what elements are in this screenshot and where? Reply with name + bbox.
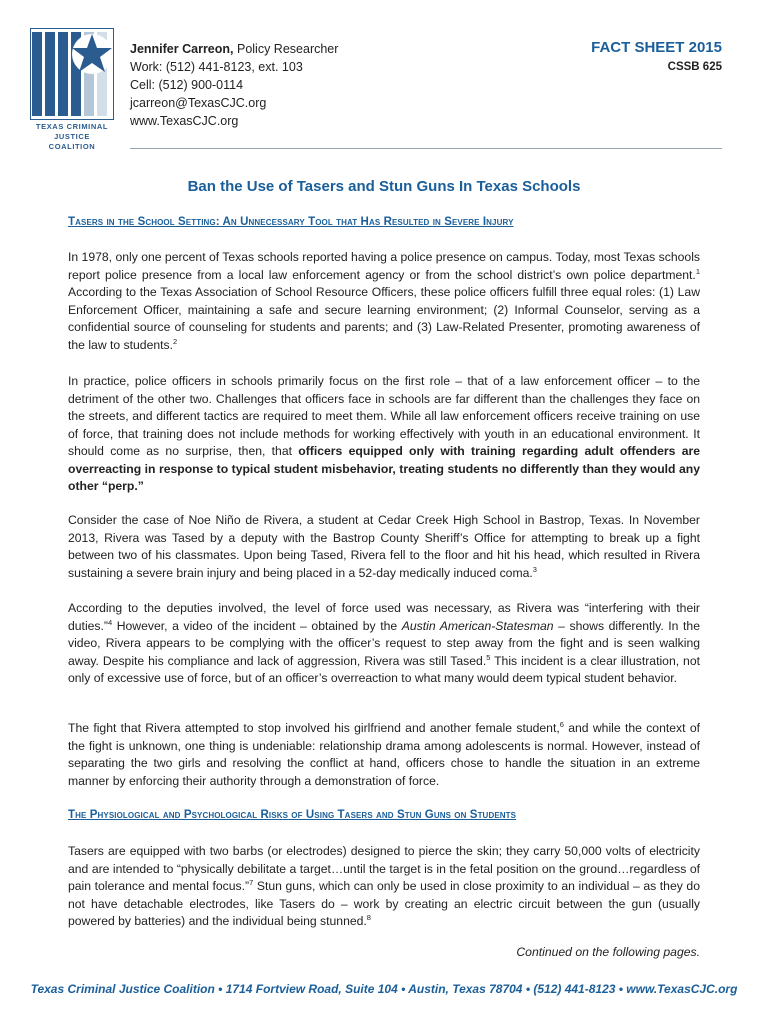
bill-number: CSSB 625 [667,61,722,73]
footnote-ref-8: 8 [366,912,371,922]
header-divider [130,148,722,149]
p4-text-d: This incident is a clear illustration, not only of excessive use of force, but of an officer’s overreaction to what many would deem typical student behavior. [68,653,700,685]
fact-sheet-year: FACT SHEET 2015 [591,39,722,56]
tcjc-logo-icon [30,28,114,120]
paragraph-2 [68,373,700,496]
paragraph-4 [68,600,700,688]
footnote-ref-4: 4 [107,617,113,627]
contact-website[interactable]: www.TexasCJC.org [130,114,239,128]
p1-text-b: According to the Texas Association of School Resource Officers, these police officers fulfill three equal roles: (1) Law Enforcement Officer, maintaining a safe and secure learning environment; (2) Informal Counselor, serving as a confidential source of counseling for students and parents; and (3) Law-Related Presenter, promoting awareness of the law to students. [68,285,700,352]
contact-name: Jennifer Carreon, [130,42,234,56]
p4-text-a: According to the deputies involved, the level of force used was necessary, as Rivera was “interfering with their duties.” [68,601,700,633]
continued-note: Continued on the following pages. [516,945,700,959]
p1-text-a: In 1978, only one percent of Texas schools reported having a police presence on campus. Today, most Texas schools report police presence from a local law enforcement agency or from the school district’s own police department. [68,250,700,282]
contact-block [130,40,338,130]
logo-line-2: JUSTICE COALITION [48,132,96,151]
section-heading-tasers-in-schools: Tasers in the School Setting: An Unnecessary Tool that Has Resulted in Severe Injury [68,216,514,228]
paragraph-5 [68,720,700,790]
p5-text-a: The fight that Rivera attempted to stop involved his girlfriend and another female student, [68,721,560,735]
footnote-ref-2: 2 [173,336,178,346]
logo-wordmark [30,122,114,152]
p4-text-b: However, a video of the incident – obtained by the [112,618,402,633]
fact-sheet-label [591,38,722,76]
contact-work: Work: (512) 441-8123, ext. 103 [130,60,303,74]
contact-cell: Cell: (512) 900-0114 [130,78,244,92]
footnote-ref-7: 7 [249,877,254,887]
p2-bold-text: officers equipped only with training regarding adult offenders are overreacting in response to typical student misbehavior, treating students no differently than they would any other “perp.” [68,444,700,493]
page-title: Ban the Use of Tasers and Stun Guns In Texas Schools [187,178,581,195]
footnote-ref-3: 3 [532,564,537,574]
page-footer: Texas Criminal Justice Coalition • 1714 Fortview Road, Suite 104 • Austin, Texas 78704 • (512) 441-8123 • www.TexasCJC.org [30,982,738,996]
p4-publication: Austin American-Statesman [401,618,554,633]
paragraph-3 [68,512,700,582]
footnote-ref-1: 1 [695,266,700,276]
p6-text-b: Stun guns, which can only be used in close proximity to an individual – as they do not have detachable electrodes, like Tasers do – work by creating an electric circuit between the gun (usually powered by batteries) and the individual being stunned. [68,879,700,928]
contact-name-line [130,40,338,58]
p5-text-b: and while the context of the fight is unknown, one thing is undeniable: relationship drama among adolescents is normal. However, instead of separating the two girls and resolving the conflict at hand, officers chose to handle the situation in an extreme manner by enforcing their authority through a demonstration of force. [68,721,700,788]
logo-line-1: TEXAS CRIMINAL [35,122,109,131]
p6-text-a: Tasers are equipped with two barbs (or electrodes) designed to pierce the skin; they carry 50,000 volts of electricity and are intended to “physically debilitate a target…until the target is in the fetal position on the ground…regardless of pain tolerance and mental focus.” [68,844,700,893]
footnote-ref-6: 6 [559,719,564,729]
p3-text: Consider the case of Noe Niño de Rivera, a student at Cedar Creek High School in Bastrop, Texas. In November 2013, Rivera was Tased by a deputy with the Bastrop County Sheriff’s Office for attempting to break up a fight between two of his classmates. Upon being Tased, Rivera fell to the floor and hit his head, which resulted in Rivera sustaining a severe brain injury and being placed in a 52-day medically induced coma. [68,513,700,580]
paragraph-6 [68,843,700,931]
p2-text: In practice, police officers in schools primarily focus on the first role – that of a law enforcement officer – to the detriment of the other two. Challenges that officers face in schools are far different than the challenges they face on the streets, and different tactics are required to meet them. While all law enforcement officers receive training on use of force, that training does not include methods for working effectively with youth in an educational environment. It should come as no surprise, then, that [68,374,700,458]
contact-email[interactable]: jcarreon@TexasCJC.org [130,96,267,110]
contact-role: Policy Researcher [233,42,339,56]
page-header [0,0,768,150]
tcjc-logo [30,28,114,151]
section-heading-physiological-risks: The Physiological and Psychological Risks of Using Tasers and Stun Guns on Students [68,809,517,821]
footnote-ref-5: 5 [486,652,491,662]
p4-text-c: – shows differently. In the video, Rivera appears to be complying with the officer’s request to step away from the fight and is seen walking away. Despite his compliance and lack of aggression, Rivera was still Tased. [68,618,700,668]
paragraph-1 [68,249,700,354]
